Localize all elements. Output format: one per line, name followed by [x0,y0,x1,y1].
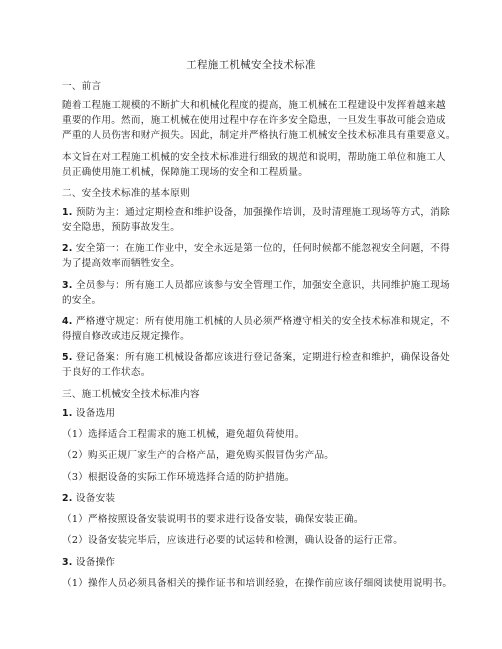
list-item: （1）严格按照设备安装说明书的要求进行设备安装，确保安装正确。 [62,514,364,525]
section-heading-principles: 二、安全技术标准的基本原则 [62,188,190,199]
principle-item-4 [62,316,450,328]
paragraph-line: 本文旨在对工程施工机械的安全技术标准进行细致的规范和说明，帮助施工单位和施工人 [62,152,446,163]
item-number: 1. [62,408,73,419]
item-number: 2. [62,493,73,504]
item-number: 5. [62,352,73,363]
paragraph-line: 安全隐患，预防事故发生。 [62,222,181,233]
subsection-heading-2 [62,493,115,505]
list-item: （2）设备安装完毕后，应该进行必要的试运转和检测，确认设备的运行正常。 [62,535,404,546]
list-item: （1）选择适合工程需求的施工机械，避免超负荷使用。 [62,429,305,440]
item-number: 3. [62,280,73,291]
item-text: 安全第一：在施工作业中，安全永远是第一位的，任何时候都不能忽视安全问题，不得 [75,243,450,254]
principle-item-3 [62,280,450,292]
section-heading-content: 三、施工机械安全技术标准内容 [62,389,200,400]
list-item: （1）操作人员必须具备相关的操作证书和培训经验，在操作前应该仔细阅读使用说明书。 [62,578,453,589]
paragraph-line: 严重的人员伤害和财产损失。因此，制定并严格执行施工机械安全技术标准具有重要意义。 [62,130,456,141]
item-number: 4. [62,316,73,327]
subsection-title: 设备操作 [75,557,116,568]
subsection-title: 设备选用 [75,408,116,419]
section-heading-preface: 一、前言 [62,81,102,92]
paragraph-line: 于良好的工作状态。 [62,367,151,378]
list-item: （3）根据设备的实际工作环境选择合适的防护措施。 [62,472,295,483]
item-number: 3. [62,557,73,568]
principle-item-5 [62,352,450,364]
item-text: 登记备案：所有施工机械设备都应该进行登记备案，定期进行检查和维护，确保设备处 [75,352,450,363]
paragraph-line: 得擅自修改或违反规定操作。 [62,331,190,342]
paragraph-line: 随着工程施工规模的不断扩大和机械化程度的提高，施工机械在工程建设中发挥着越来越 [62,100,446,111]
subsection-heading-1 [62,408,115,420]
item-number: 2. [62,243,73,254]
list-item: （2）购买正规厂家生产的合格产品，避免购买假冒伪劣产品。 [62,450,335,461]
subsection-heading-3 [62,557,115,569]
item-text: 严格遵守规定：所有使用施工机械的人员必须严格遵守相关的安全技术标准和规定，不 [75,316,450,327]
item-text: 预防为主：通过定期检查和维护设备，加强操作培训，及时清理施工现场等方式，消除 [75,207,450,218]
principle-item-1 [62,207,450,219]
document-title: 工程施工机械安全技术标准 [186,59,316,71]
item-text: 全员参与：所有施工人员都应该参与安全管理工作，加强安全意识，共同维护施工现场 [75,280,450,291]
subsection-title: 设备安装 [75,493,116,504]
paragraph-line: 重要的作用。然而，施工机械在使用过程中存在许多安全隐患，一旦发生事故可能会造成 [62,115,446,126]
paragraph-line: 为了提高效率而牺牲安全。 [62,258,181,269]
paragraph-line: 的安全。 [62,295,102,306]
paragraph-line: 员正确使用施工机械，保障施工现场的安全和工程质量。 [62,167,309,178]
principle-item-2 [62,243,450,255]
item-number: 1. [62,207,73,218]
